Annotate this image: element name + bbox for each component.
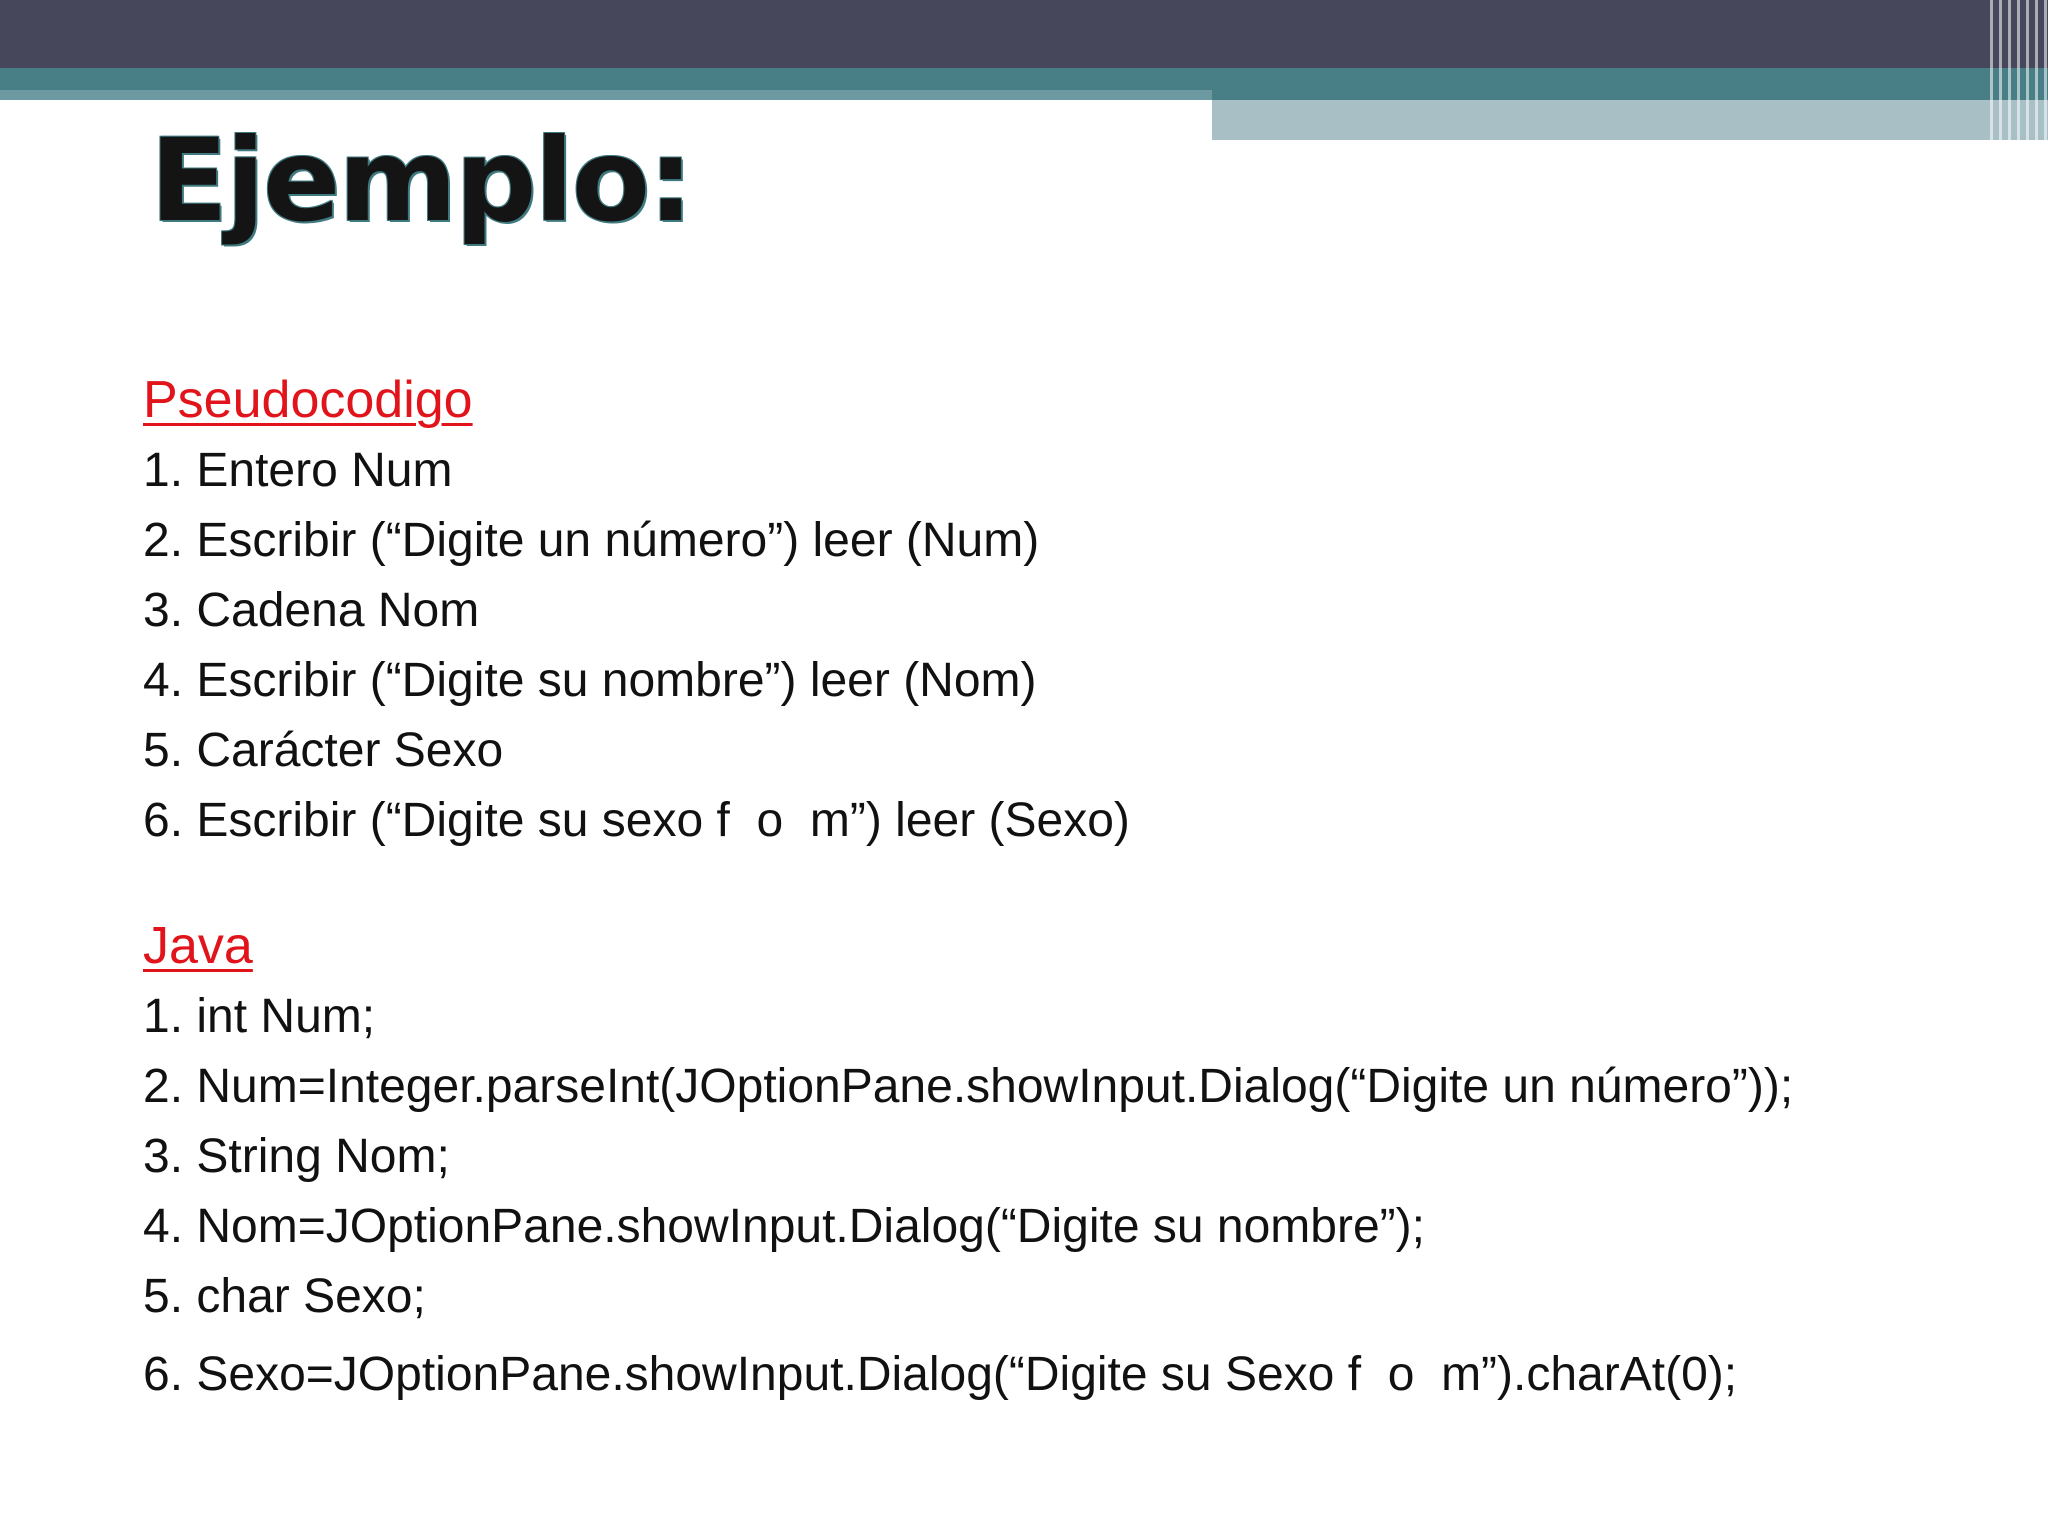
- header-bar-light: [1212, 100, 2048, 140]
- java-heading: Java: [143, 917, 253, 975]
- java-line: 1. int Num;: [143, 990, 376, 1043]
- java-line: 2. Num=Integer.parseInt(JOptionPane.showInput.Dialog(“Digite un número”));: [143, 1060, 1794, 1113]
- pseudocode-line: 3. Cadena Nom: [143, 584, 480, 637]
- pseudocode-line: 6. Escribir (“Digite su sexo f o m”) leer (Sexo): [143, 794, 1130, 847]
- pseudocode-line: 5. Carácter Sexo: [143, 724, 504, 777]
- java-line: 4. Nom=JOptionPane.showInput.Dialog(“Digite su nombre”);: [143, 1200, 1425, 1253]
- header-edge-stripes: [1990, 0, 2048, 140]
- header-bar-dark: [0, 0, 2048, 70]
- pseudocode-line: 4. Escribir (“Digite su nombre”) leer (Nom): [143, 654, 1037, 707]
- pseudocode-section: [143, 364, 1130, 856]
- header-bar-teal-accent: [0, 90, 1212, 100]
- java-line: 3. String Nom;: [143, 1130, 450, 1183]
- pseudocode-line: 2. Escribir (“Digite un número”) leer (Num): [143, 514, 1040, 567]
- java-line: 6. Sexo=JOptionPane.showInput.Dialog(“Digite su Sexo f o m”).charAt(0);: [143, 1348, 1738, 1401]
- pseudocode-line: 1. Entero Num: [143, 444, 453, 497]
- java-section: [143, 910, 1793, 1410]
- slide-title: Ejemplo:: [150, 114, 692, 247]
- pseudocode-heading: Pseudocodigo: [143, 371, 473, 429]
- java-line: 5. char Sexo;: [143, 1270, 426, 1323]
